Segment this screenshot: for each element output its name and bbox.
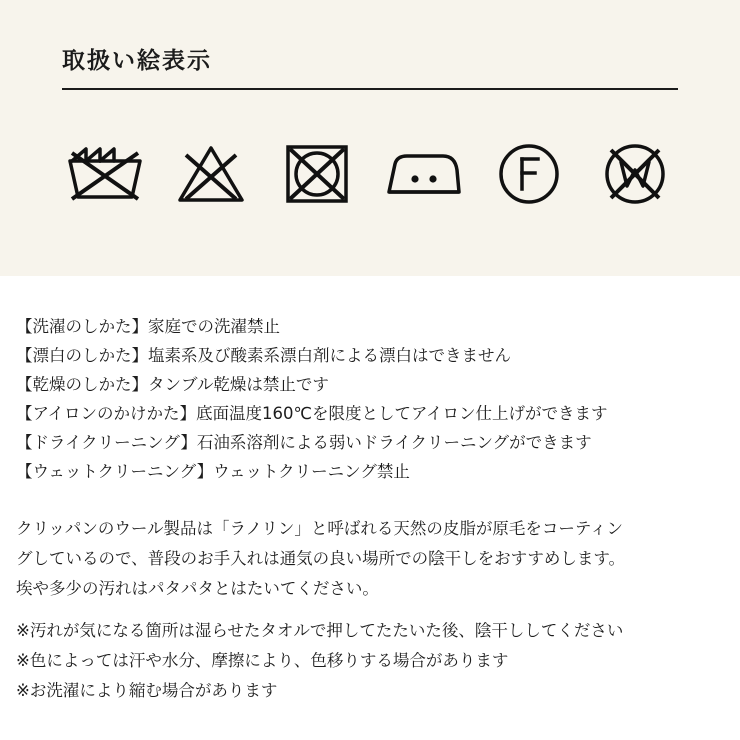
- care-instruction-item: 【洗濯のしかた】家庭での洗濯禁止: [16, 317, 280, 336]
- note-line: グしているので、普段のお手入れは通気の良い場所での陰干しをおすすめします。: [16, 549, 626, 568]
- care-instruction-item: 【ドライクリーニング】石油系溶剤による弱いドライクリーニングができます: [16, 433, 592, 452]
- title-block: [62, 48, 678, 90]
- note-line: ※お洗濯により縮む場合があります: [16, 681, 278, 700]
- note-line: ※汚れが気になる箇所は湿らせたタオルで押してたたいた後、陰干ししてください: [16, 621, 624, 640]
- note-line: クリッパンのウール製品は「ラノリン」と呼ばれる天然の皮脂が原毛をコーティン: [16, 519, 624, 538]
- no-wet-clean-icon: [592, 131, 678, 217]
- iron-two-dots-icon: [380, 131, 466, 217]
- care-text-panel: [0, 276, 740, 740]
- care-instruction-item: 【ウェットクリーニング】ウェットクリーニング禁止: [16, 462, 410, 481]
- symbols-panel: [0, 0, 740, 276]
- care-instruction-item: 【乾燥のしかた】タンブル乾燥は禁止です: [16, 375, 329, 394]
- care-notes: [16, 514, 732, 706]
- notes-spacer: [16, 604, 732, 616]
- no-tumble-dry-icon: [274, 131, 360, 217]
- care-instruction-item: 【漂白のしかた】塩素系及び酸素系漂白剤による漂白はできません: [16, 346, 511, 365]
- care-symbol-row: [62, 131, 678, 217]
- page-title: 取扱い絵表示: [62, 48, 212, 74]
- note-line: 埃や多少の汚れはパタパタとはたいてください。: [16, 579, 379, 598]
- no-bleach-icon: [168, 131, 254, 217]
- no-home-wash-icon: [62, 131, 148, 217]
- dry-clean-f-icon: [486, 131, 572, 217]
- note-line: ※色によっては汗や水分、摩擦により、色移りする場合があります: [16, 651, 509, 670]
- title-divider: [62, 88, 678, 90]
- care-instruction-item: 【アイロンのかけかた】底面温度160℃を限度としてアイロン仕上げができます: [16, 404, 608, 423]
- care-instruction-list: [16, 312, 728, 486]
